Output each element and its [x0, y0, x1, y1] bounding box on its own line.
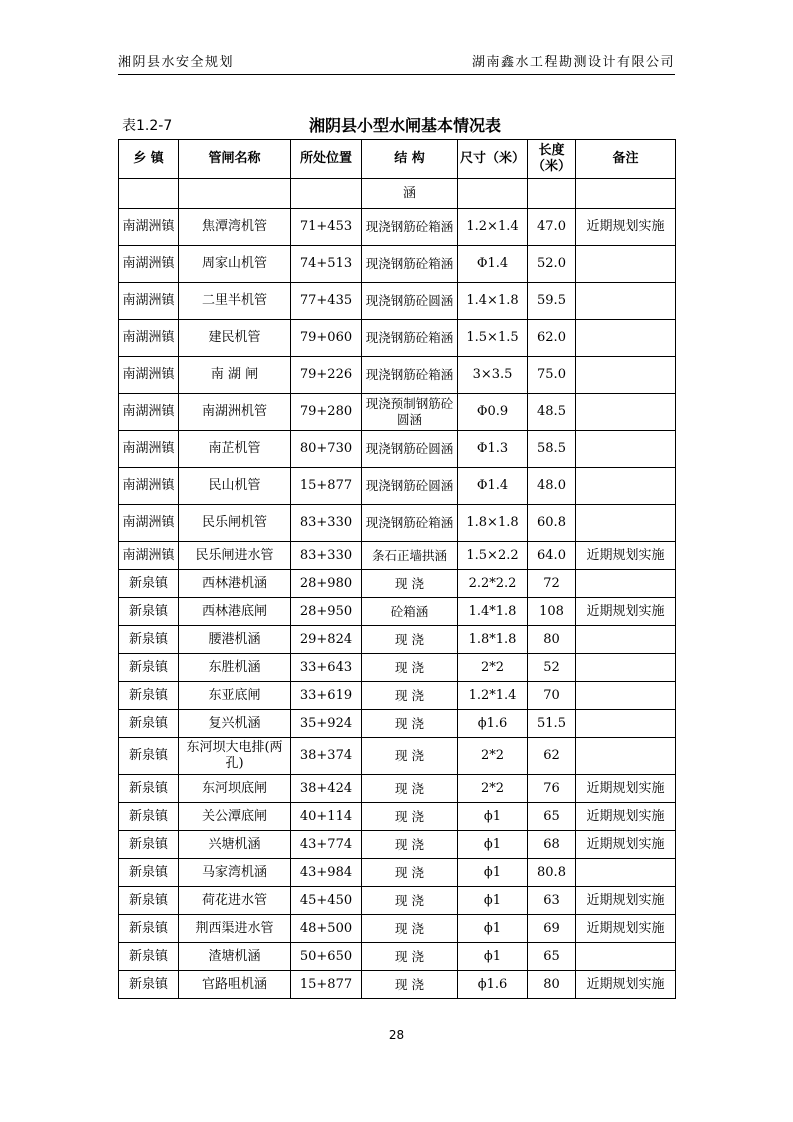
table-header-row: [119, 140, 676, 179]
name-cell: 南芷机管: [179, 431, 291, 468]
size-cell: 1.2×1.4: [458, 209, 528, 246]
size-cell: 1.8×1.8: [458, 505, 528, 542]
table-title: 湘阴县小型水闸基本情况表: [308, 116, 501, 135]
table-row: [119, 209, 676, 246]
note-cell: 近期规划实施: [576, 775, 676, 803]
note-cell: [576, 710, 676, 738]
length-cell: 76: [528, 775, 576, 803]
page-number: 28: [388, 1028, 405, 1042]
structure-cell: 现浇钢筋砼箱涵: [362, 320, 458, 357]
name-cell: 民山机管: [179, 468, 291, 505]
size-cell: Φ1.3: [458, 431, 528, 468]
structure-cell: 现 浇: [362, 943, 458, 971]
town-cell: 新泉镇: [119, 738, 179, 775]
town-cell: 南湖洲镇: [119, 209, 179, 246]
structure-cell: 现 浇: [362, 738, 458, 775]
col-header-position: 所处位置: [291, 140, 362, 179]
table-row: [119, 775, 676, 803]
position-cell: 79+280: [291, 394, 362, 431]
structure-cell: 现 浇: [362, 682, 458, 710]
length-cell: 51.5: [528, 710, 576, 738]
size-cell: Φ1.4: [458, 246, 528, 283]
continuation-cell: 涵: [362, 179, 458, 209]
length-cell: 52: [528, 654, 576, 682]
note-cell: 近期规划实施: [576, 831, 676, 859]
note-cell: [576, 570, 676, 598]
length-cell: 72: [528, 570, 576, 598]
table-row: [119, 542, 676, 570]
name-cell: 民乐闸进水管: [179, 542, 291, 570]
position-cell: 79+060: [291, 320, 362, 357]
length-cell: 59.5: [528, 283, 576, 320]
sluice-table: [118, 139, 676, 999]
name-cell: 荷花进水管: [179, 887, 291, 915]
length-cell: 108: [528, 598, 576, 626]
town-cell: 新泉镇: [119, 775, 179, 803]
name-cell: 腰港机涵: [179, 626, 291, 654]
length-cell: 48.0: [528, 468, 576, 505]
table-row: [119, 505, 676, 542]
position-cell: 28+980: [291, 570, 362, 598]
table-row: [119, 971, 676, 999]
name-cell: 二里半机管: [179, 283, 291, 320]
length-cell: 62.0: [528, 320, 576, 357]
col-header-structure: 结 构: [362, 140, 458, 179]
note-cell: [576, 738, 676, 775]
table-row: [119, 320, 676, 357]
length-cell: 48.5: [528, 394, 576, 431]
table-row: [119, 570, 676, 598]
name-cell: 渣塘机涵: [179, 943, 291, 971]
length-cell: 58.5: [528, 431, 576, 468]
note-cell: 近期规划实施: [576, 542, 676, 570]
table-row: [119, 943, 676, 971]
length-cell: 69: [528, 915, 576, 943]
structure-cell: 现浇预制钢筋砼圆涵: [362, 394, 458, 431]
col-header-size: 尺寸（米）: [458, 140, 528, 179]
name-cell: 民乐闸机管: [179, 505, 291, 542]
length-cell: 65: [528, 803, 576, 831]
table-row: [119, 738, 676, 775]
structure-cell: 条石正墙拱涵: [362, 542, 458, 570]
name-cell: 东河坝底闸: [179, 775, 291, 803]
name-cell: 马家湾机涵: [179, 859, 291, 887]
town-cell: 新泉镇: [119, 682, 179, 710]
structure-cell: 现浇钢筋砼箱涵: [362, 246, 458, 283]
position-cell: 80+730: [291, 431, 362, 468]
length-cell: 80: [528, 626, 576, 654]
note-cell: 近期规划实施: [576, 803, 676, 831]
position-cell: 29+824: [291, 626, 362, 654]
name-cell: 官路咀机涵: [179, 971, 291, 999]
name-cell: 关公潭底闸: [179, 803, 291, 831]
position-cell: 74+513: [291, 246, 362, 283]
structure-cell: 砼箱涵: [362, 598, 458, 626]
size-cell: 1.5×2.2: [458, 542, 528, 570]
position-cell: 48+500: [291, 915, 362, 943]
name-cell: 南 湖 闸: [179, 357, 291, 394]
position-cell: 38+424: [291, 775, 362, 803]
structure-cell: 现 浇: [362, 775, 458, 803]
name-cell: 焦潭湾机管: [179, 209, 291, 246]
name-cell: 南湖洲机管: [179, 394, 291, 431]
header-left: 湘阴县水安全规划: [118, 55, 235, 70]
town-cell: 南湖洲镇: [119, 505, 179, 542]
name-cell: 东河坝大电排(两孔): [179, 738, 291, 775]
running-header: [118, 50, 675, 75]
town-cell: 新泉镇: [119, 803, 179, 831]
col-header-town: 乡 镇: [119, 140, 179, 179]
table-row: [119, 394, 676, 431]
note-cell: [576, 859, 676, 887]
name-cell: 复兴机涵: [179, 710, 291, 738]
town-cell: 新泉镇: [119, 626, 179, 654]
table-row: [119, 431, 676, 468]
table-row: [119, 598, 676, 626]
town-cell: 新泉镇: [119, 943, 179, 971]
col-header-name: 管闸名称: [179, 140, 291, 179]
position-cell: 43+774: [291, 831, 362, 859]
structure-cell: 现 浇: [362, 887, 458, 915]
structure-cell: 现 浇: [362, 831, 458, 859]
note-cell: [576, 468, 676, 505]
structure-cell: 现 浇: [362, 654, 458, 682]
note-cell: [576, 431, 676, 468]
table-row: [119, 915, 676, 943]
structure-cell: 现 浇: [362, 626, 458, 654]
note-cell: [576, 626, 676, 654]
structure-cell: 现浇钢筋砼箱涵: [362, 505, 458, 542]
position-cell: 28+950: [291, 598, 362, 626]
length-cell: 62: [528, 738, 576, 775]
position-cell: 71+453: [291, 209, 362, 246]
length-cell: 70: [528, 682, 576, 710]
size-cell: 2*2: [458, 738, 528, 775]
name-cell: 东胜机涵: [179, 654, 291, 682]
continuation-row: [119, 179, 676, 209]
note-cell: [576, 943, 676, 971]
structure-cell: 现 浇: [362, 859, 458, 887]
structure-cell: 现浇钢筋砼箱涵: [362, 209, 458, 246]
table-row: [119, 626, 676, 654]
size-cell: 1.4×1.8: [458, 283, 528, 320]
length-cell: 47.0: [528, 209, 576, 246]
col-header-length: 长度（米）: [528, 140, 576, 179]
note-cell: [576, 505, 676, 542]
size-cell: ϕ1: [458, 859, 528, 887]
town-cell: 南湖洲镇: [119, 468, 179, 505]
size-cell: Φ1.4: [458, 468, 528, 505]
note-cell: 近期规划实施: [576, 209, 676, 246]
position-cell: 40+114: [291, 803, 362, 831]
note-cell: 近期规划实施: [576, 915, 676, 943]
table-row: [119, 831, 676, 859]
position-cell: 33+619: [291, 682, 362, 710]
structure-cell: 现浇钢筋砼圆涵: [362, 431, 458, 468]
size-cell: 2.2*2.2: [458, 570, 528, 598]
structure-cell: 现浇钢筋砼圆涵: [362, 468, 458, 505]
structure-cell: 现 浇: [362, 915, 458, 943]
structure-cell: 现 浇: [362, 803, 458, 831]
size-cell: ϕ1: [458, 887, 528, 915]
town-cell: 新泉镇: [119, 831, 179, 859]
structure-cell: 现 浇: [362, 971, 458, 999]
table-row: [119, 682, 676, 710]
note-cell: [576, 283, 676, 320]
length-cell: 75.0: [528, 357, 576, 394]
town-cell: 新泉镇: [119, 915, 179, 943]
size-cell: 2*2: [458, 775, 528, 803]
note-cell: [576, 654, 676, 682]
table-row: [119, 654, 676, 682]
size-cell: 1.4*1.8: [458, 598, 528, 626]
table-row: [119, 283, 676, 320]
position-cell: 15+877: [291, 971, 362, 999]
table-row: [119, 357, 676, 394]
table-row: [119, 803, 676, 831]
note-cell: 近期规划实施: [576, 598, 676, 626]
position-cell: 33+643: [291, 654, 362, 682]
length-cell: 65: [528, 943, 576, 971]
size-cell: ϕ1: [458, 915, 528, 943]
size-cell: ϕ1: [458, 803, 528, 831]
size-cell: 3×3.5: [458, 357, 528, 394]
position-cell: 45+450: [291, 887, 362, 915]
town-cell: 新泉镇: [119, 598, 179, 626]
town-cell: 南湖洲镇: [119, 431, 179, 468]
position-cell: 77+435: [291, 283, 362, 320]
note-cell: 近期规划实施: [576, 971, 676, 999]
structure-cell: 现 浇: [362, 710, 458, 738]
size-cell: Φ0.9: [458, 394, 528, 431]
note-cell: [576, 682, 676, 710]
town-cell: 新泉镇: [119, 710, 179, 738]
table-row: [119, 246, 676, 283]
town-cell: 南湖洲镇: [119, 320, 179, 357]
town-cell: 南湖洲镇: [119, 246, 179, 283]
length-cell: 60.8: [528, 505, 576, 542]
note-cell: 近期规划实施: [576, 887, 676, 915]
position-cell: 83+330: [291, 505, 362, 542]
structure-cell: 现 浇: [362, 570, 458, 598]
length-cell: 64.0: [528, 542, 576, 570]
town-cell: 新泉镇: [119, 859, 179, 887]
col-header-note: 备注: [576, 140, 676, 179]
position-cell: 15+877: [291, 468, 362, 505]
name-cell: 西林港底闸: [179, 598, 291, 626]
name-cell: 西林港机涵: [179, 570, 291, 598]
position-cell: 79+226: [291, 357, 362, 394]
position-cell: 83+330: [291, 542, 362, 570]
note-cell: [576, 394, 676, 431]
size-cell: 1.8*1.8: [458, 626, 528, 654]
table-row: [119, 859, 676, 887]
length-cell: 63: [528, 887, 576, 915]
size-cell: ϕ1.6: [458, 971, 528, 999]
name-cell: 周家山机管: [179, 246, 291, 283]
structure-cell: 现浇钢筋砼箱涵: [362, 357, 458, 394]
town-cell: 南湖洲镇: [119, 542, 179, 570]
length-cell: 52.0: [528, 246, 576, 283]
size-cell: ϕ1.6: [458, 710, 528, 738]
position-cell: 50+650: [291, 943, 362, 971]
table-number: 表1.2-7: [122, 118, 173, 134]
header-right: 湖南鑫水工程勘测设计有限公司: [471, 55, 675, 70]
structure-cell: 现浇钢筋砼圆涵: [362, 283, 458, 320]
position-cell: 38+374: [291, 738, 362, 775]
table-row: [119, 710, 676, 738]
name-cell: 建民机管: [179, 320, 291, 357]
town-cell: 南湖洲镇: [119, 357, 179, 394]
note-cell: [576, 246, 676, 283]
table-row: [119, 887, 676, 915]
size-cell: 1.5×1.5: [458, 320, 528, 357]
town-cell: 南湖洲镇: [119, 394, 179, 431]
length-cell: 80.8: [528, 859, 576, 887]
size-cell: ϕ1: [458, 831, 528, 859]
table-row: [119, 468, 676, 505]
size-cell: 2*2: [458, 654, 528, 682]
town-cell: 南湖洲镇: [119, 283, 179, 320]
name-cell: 东亚底闸: [179, 682, 291, 710]
position-cell: 35+924: [291, 710, 362, 738]
town-cell: 新泉镇: [119, 654, 179, 682]
note-cell: [576, 320, 676, 357]
note-cell: [576, 357, 676, 394]
town-cell: 新泉镇: [119, 887, 179, 915]
size-cell: ϕ1: [458, 943, 528, 971]
length-cell: 68: [528, 831, 576, 859]
name-cell: 荆西渠进水管: [179, 915, 291, 943]
size-cell: 1.2*1.4: [458, 682, 528, 710]
length-cell: 80: [528, 971, 576, 999]
position-cell: 43+984: [291, 859, 362, 887]
name-cell: 兴塘机涵: [179, 831, 291, 859]
town-cell: 新泉镇: [119, 570, 179, 598]
town-cell: 新泉镇: [119, 971, 179, 999]
